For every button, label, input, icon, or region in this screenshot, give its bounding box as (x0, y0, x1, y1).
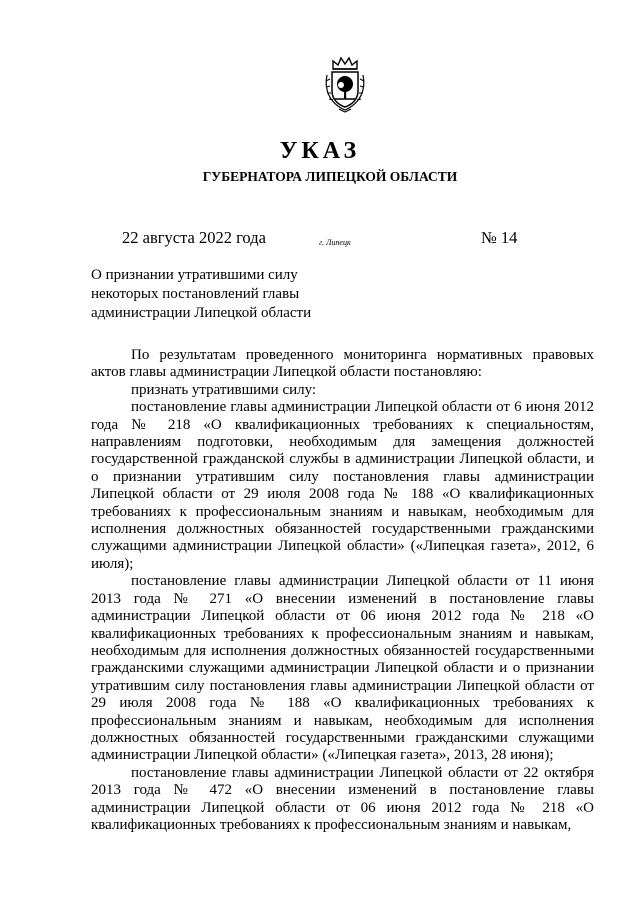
caption-line: О признании утратившими силу (91, 267, 298, 283)
lipetsk-coat-of-arms-icon (323, 55, 367, 113)
document-city: г. Липецк (319, 238, 351, 247)
document-subtitle: ГУБЕРНАТОРА ЛИПЕЦКОЙ ОБЛАСТИ (202, 169, 458, 184)
document-body (91, 347, 594, 834)
document-title: УКАЗ (279, 138, 361, 164)
body-paragraph: постановление главы администрации Липецкой области от 11 июня 2013 года № 271 «О внесении изменений в постановление главы администрации Липецкой области от 06 июня 2012 года № 218 «О квалификационных требованиях к профессиональным знаниям и навыкам, необходимым для исполнения должностных обязанностей государственными гражданскими служащими администрации Липецкой области и о признании утратившим силу постановления главы администрации Липецкой области от 29 июля 2008 года № 188 «О квалификационных требованиях к профессиональным знаниям и навыкам, необходимым для исполнения должностных обязанностей государственными гражданскими служащими администрации Липецкой области» («Липецкая газета», 2013, 28 июня); (91, 573, 594, 764)
caption-line: администрации Липецкой области (91, 305, 312, 321)
body-paragraph: признать утратившими силу: (131, 381, 317, 398)
document-caption (91, 266, 351, 323)
caption-line: некоторых постановлений главы (91, 286, 300, 302)
document-number: № 14 (481, 228, 518, 247)
body-paragraph: постановление главы администрации Липецкой области от 6 июня 2012 года № 218 «О квалификационных требованиях к специальностям, направлениям подготовки, необходимым для замещения должностей государственной гражданской службы в администрации Липецкой области, и о признании утратившим силу постановления главы администрации Липецкой области от 29 июля 2008 года № 188 «О квалификационных требованиях к профессиональным знаниям и навыкам, необходимым для исполнения должностных обязанностей государственными гражданскими служащими администрации Липецкой области» («Липецкая газета», 2012, 6 июля); (91, 399, 594, 572)
body-paragraph: постановление главы администрации Липецкой области от 22 октября 2013 года № 472 «О внесении изменений в постановление главы администрации Липецкой области от 06 июня 2012 года № 218 «О квалификационных требованиях к профессиональным знаниям и навыкам, (91, 764, 594, 833)
body-paragraph: По результатам проведенного мониторинга нормативных правовых актов главы администрации Липецкой области постановляю: (91, 347, 594, 381)
document-date: 22 августа 2022 года (122, 228, 266, 247)
